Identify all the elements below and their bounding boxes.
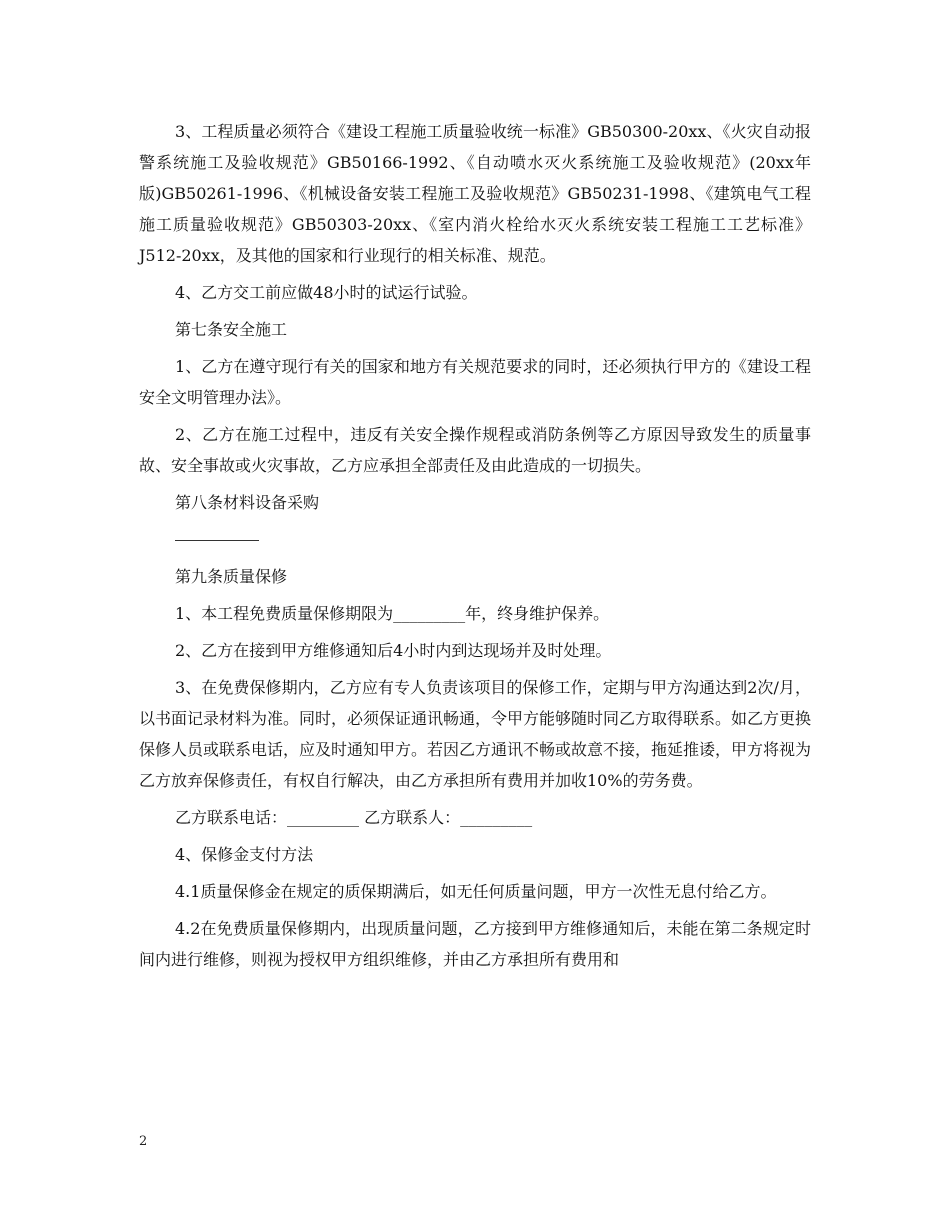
section-heading: 第八条材料设备采购: [175, 493, 320, 512]
document-body: [139, 116, 811, 981]
clause-paragraph: 2、乙方在接到甲方维修通知后4小时内到达现场并及时处理。: [175, 641, 612, 660]
clause-paragraph: 2、乙方在施工过程中，违反有关安全操作规程或消防条例等乙方原因导致发生的质量事故、安全事故或火灾事故，乙方应承担全部责任及由此造成的一切损失。: [139, 425, 811, 475]
page-number: 2: [139, 1134, 148, 1149]
contact-line: 乙方联系电话：_________ 乙方联系人：_________: [175, 808, 533, 827]
clause-paragraph: 1、本工程免费质量保修期限为_________年，终身维护保养。: [175, 604, 610, 623]
section-heading: 第七条安全施工: [175, 320, 288, 339]
clause-paragraph: 4.1质量保修金在规定的质保期满后，如无任何质量问题，甲方一次性无息付给乙方。: [175, 882, 777, 901]
section-heading: 第九条质量保修: [175, 567, 288, 586]
blank-fill-line: [175, 524, 811, 555]
clause-paragraph: 3、工程质量必须符合《建设工程施工质量验收统一标准》GB50300-20xx、《火灾自动报警系统施工及验收规范》GB50166-1992、《自动喷水灭火系统施工及验收规范》(20xx年版)GB50261-1996、《机械设备安装工程施工及验收规范》GB50231-1998、《建筑电气工程施工质量验收规范》GB50303-20xx、《室内消火栓给水灭火系统安装工程施工工艺标准》J512-20xx，及其他的国家和行业现行的相关标准、规范。: [139, 122, 811, 265]
clause-paragraph: 4.2在免费质量保修期内，出现质量问题，乙方接到甲方维修通知后，未能在第二条规定时间内进行维修，则视为授权甲方组织维修，并由乙方承担所有费用和: [139, 919, 811, 969]
clause-paragraph: 4、乙方交工前应做48小时的试运行试验。: [175, 283, 478, 302]
clause-paragraph: 3、在免费保修期内，乙方应有专人负责该项目的保修工作，定期与甲方沟通达到2次/月，以书面记录材料为准。同时，必须保证通讯畅通，令甲方能够随时同乙方取得联系。如乙方更换保修人员或联系电话，应及时通知甲方。若因乙方通讯不畅或故意不接，拖延推诿，甲方将视为乙方放弃保修责任，有权自行解决，由乙方承担所有费用并加收10%的劳务费。: [139, 678, 812, 790]
clause-paragraph: 4、保修金支付方法: [175, 845, 314, 864]
clause-paragraph: 1、乙方在遵守现行有关的国家和地方有关规范要求的同时，还必须执行甲方的《建设工程安全文明管理办法》。: [139, 357, 811, 407]
